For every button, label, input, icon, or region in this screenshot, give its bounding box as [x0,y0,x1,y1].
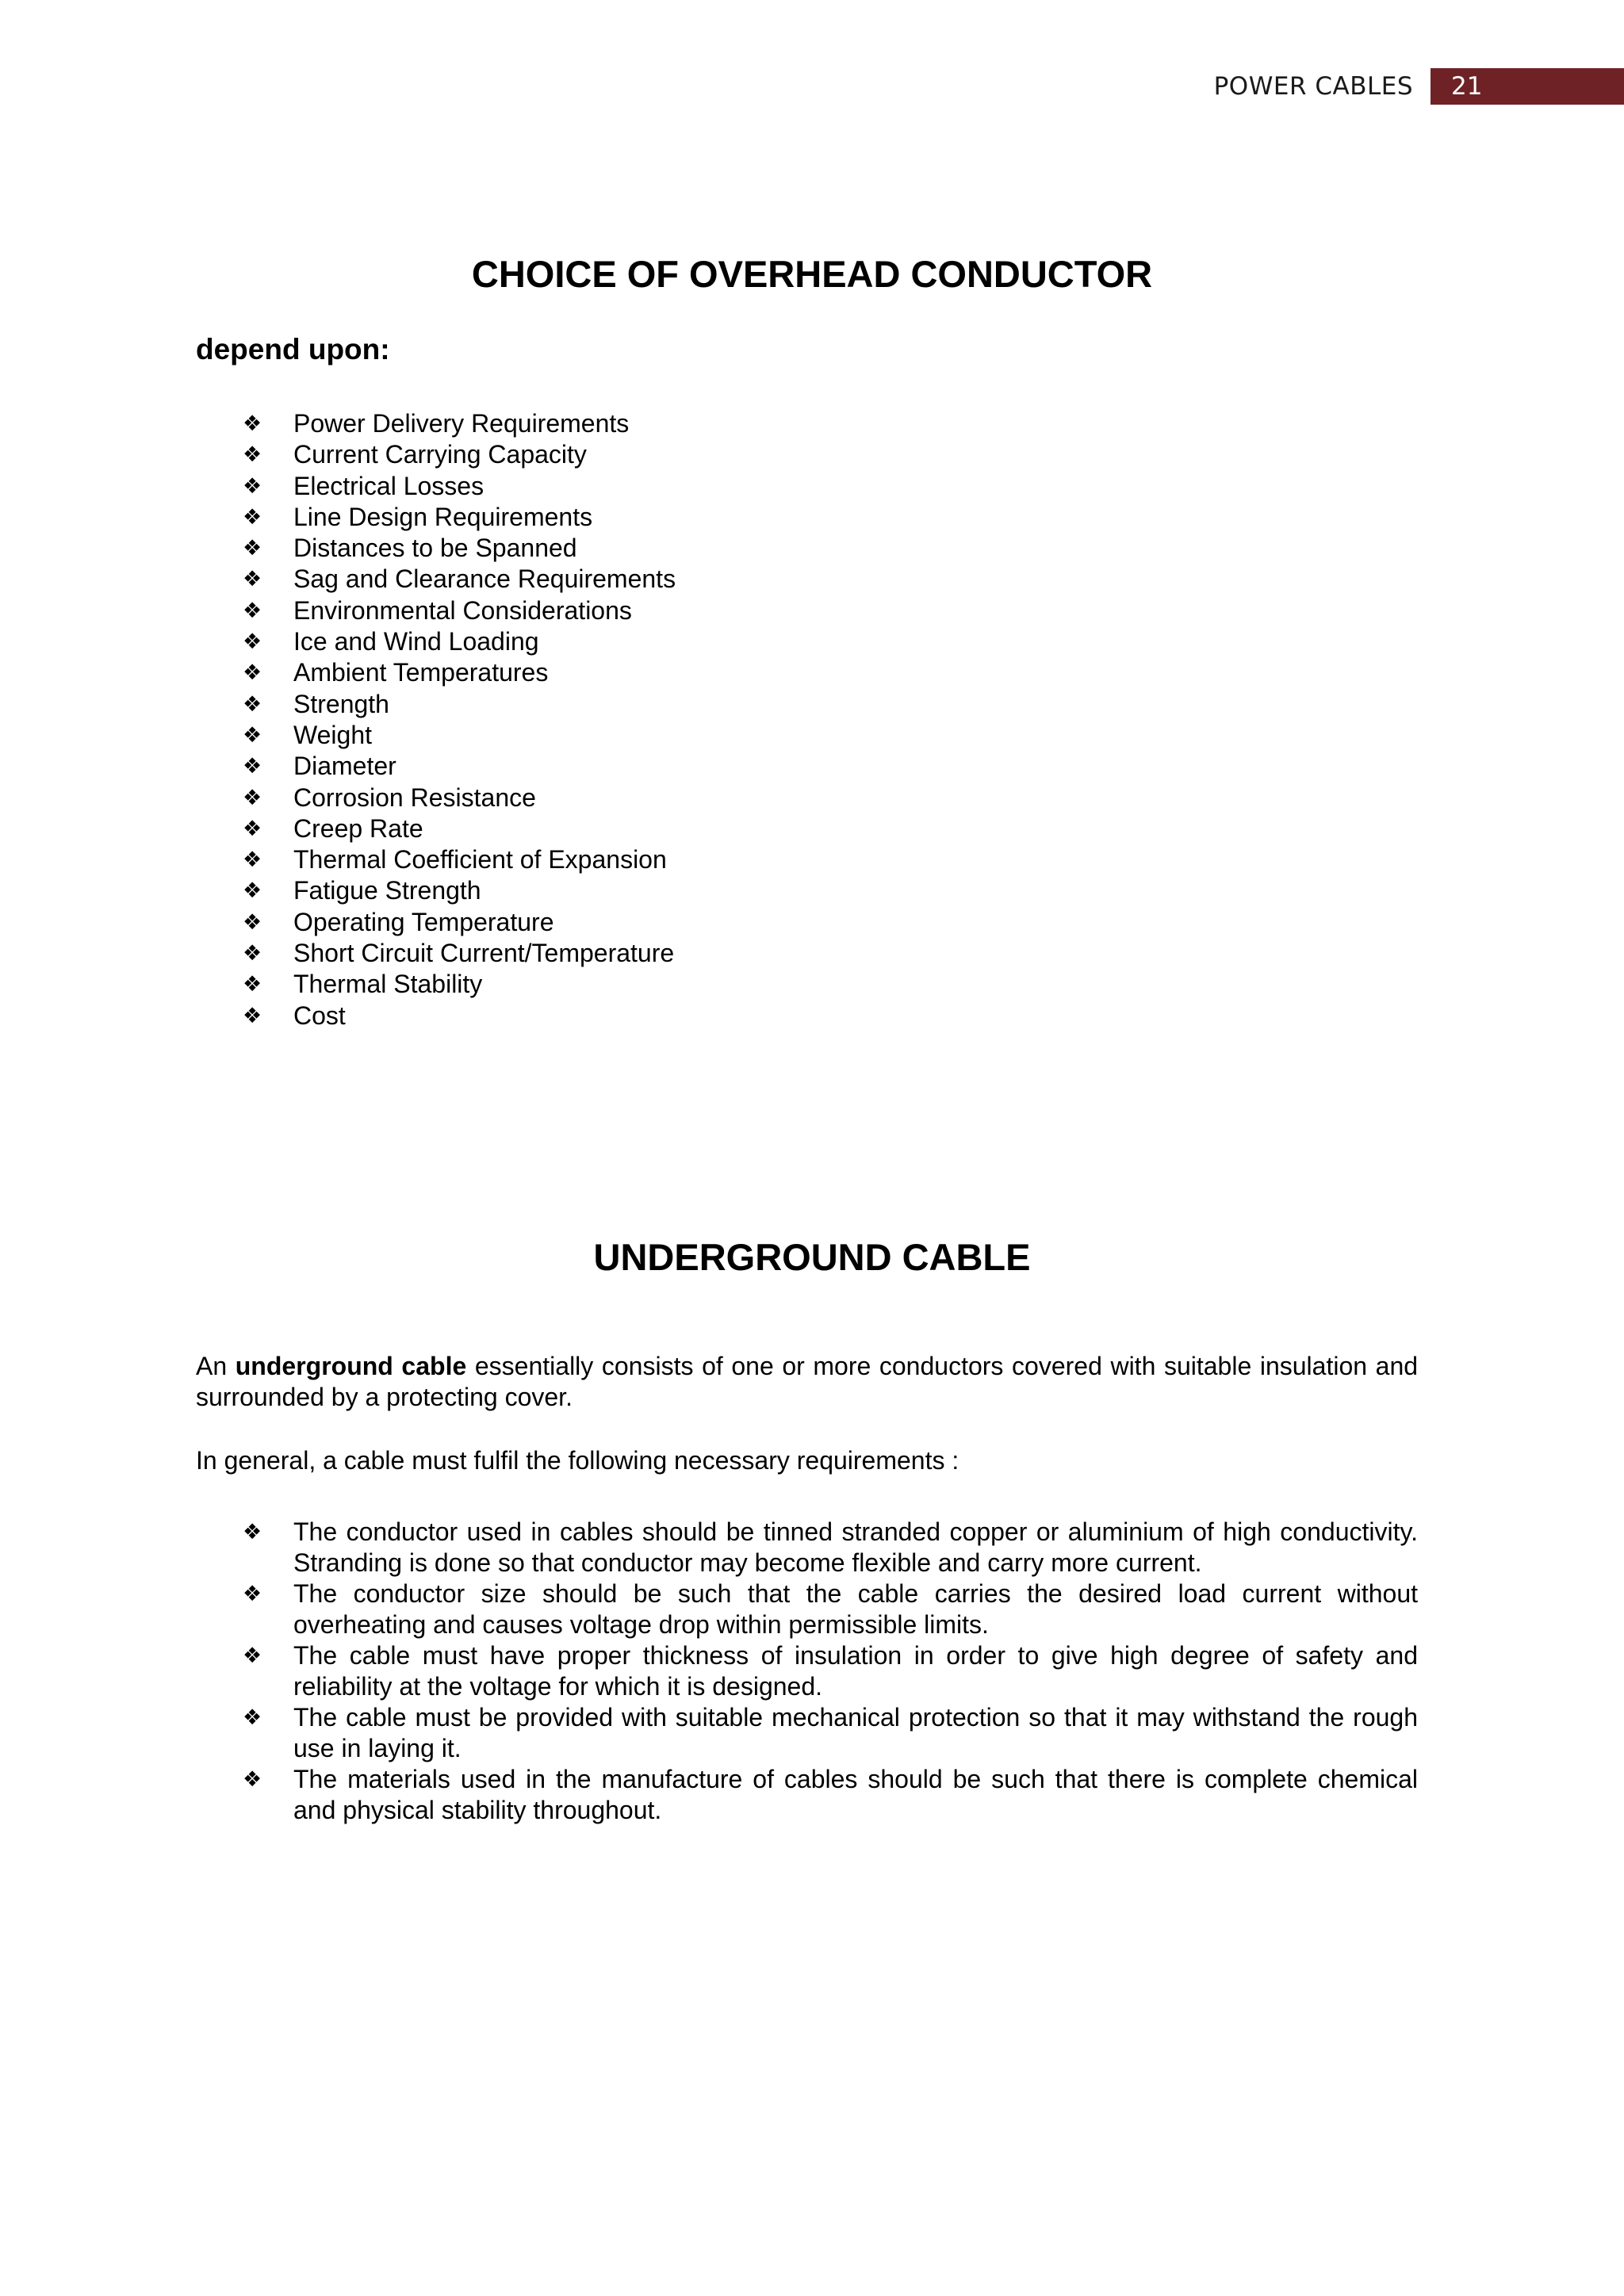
factor-label: Current Carrying Capacity [293,440,587,469]
factor-label: Short Circuit Current/Temperature [293,939,675,968]
factor-label: Electrical Losses [293,471,485,500]
factor-label: Distances to be Spanned [293,534,577,563]
diamond-bullet-icon: ❖ [243,442,262,468]
list-item [243,720,676,751]
list-item [243,844,676,875]
diamond-bullet-icon: ❖ [243,1705,262,1730]
factor-label: Fatigue Strength [293,876,481,905]
page-header [1214,68,1624,105]
intro-prefix: An [196,1352,228,1380]
list-item [243,439,676,470]
requirement-text: The cable must have proper thickness of insulation in order to give high degree of safety and reliability at the voltage for which it is designed. [293,1641,1418,1701]
list-item [243,1702,1418,1764]
section-label: POWER CABLES [1213,72,1413,101]
diamond-bullet-icon: ❖ [243,1582,262,1606]
list-item [243,969,676,1000]
list-item [243,502,676,533]
underground-cable-title: UNDERGROUND CABLE [593,1236,1031,1278]
list-item [243,689,676,720]
list-item [243,595,676,626]
factor-label: Thermal Coefficient of Expansion [293,845,667,874]
list-item [243,875,676,906]
diamond-bullet-icon: ❖ [243,411,262,436]
requirement-text: The materials used in the manufacture of cables should be such that there is complete chemical and physical stability throughout. [293,1765,1418,1824]
list-item [243,907,676,938]
factor-label: Corrosion Resistance [293,783,536,812]
diamond-bullet-icon: ❖ [243,1003,262,1028]
diamond-bullet-icon: ❖ [243,567,262,592]
list-item [243,751,676,782]
underground-cable-definition [196,1351,1418,1413]
page-number: 21 [1431,68,1624,105]
diamond-bullet-icon: ❖ [243,473,262,499]
list-item [243,783,676,813]
list-item [243,1764,1418,1826]
depend-upon-heading: depend upon: [196,333,390,365]
diamond-bullet-icon: ❖ [243,878,262,904]
list-item [243,471,676,502]
diamond-bullet-icon: ❖ [243,629,262,655]
factor-label: Ambient Temperatures [293,658,549,687]
list-item [243,408,676,439]
diamond-bullet-icon: ❖ [243,816,262,841]
factor-label: Creep Rate [293,813,423,843]
list-item [243,1578,1418,1640]
overhead-factor-list [243,408,676,1031]
list-item [243,1001,676,1031]
requirement-text: The conductor used in cables should be tinned stranded copper or aluminium of high conductivity. Stranding is done so that conductor may become flexible and carry more current. [293,1517,1418,1577]
list-item [243,938,676,969]
list-item [243,564,676,595]
underground-cable-term: underground cable [235,1352,467,1380]
factor-label: Line Design Requirements [293,502,593,531]
factor-label: Thermal Stability [293,970,483,999]
list-item [243,657,676,688]
diamond-bullet-icon: ❖ [243,754,262,779]
diamond-bullet-icon: ❖ [243,1520,262,1544]
diamond-bullet-icon: ❖ [243,848,262,873]
diamond-bullet-icon: ❖ [243,536,262,561]
diamond-bullet-icon: ❖ [243,1767,262,1792]
cable-requirement-list [243,1517,1418,1826]
diamond-bullet-icon: ❖ [243,972,262,997]
diamond-bullet-icon: ❖ [243,1644,262,1668]
diamond-bullet-icon: ❖ [243,504,262,530]
diamond-bullet-icon: ❖ [243,722,262,748]
diamond-bullet-icon: ❖ [243,691,262,717]
factor-label: Diameter [293,752,396,781]
factor-label: Power Delivery Requirements [293,409,630,438]
factor-label: Environmental Considerations [293,595,632,625]
requirement-text: The conductor size should be such that the cable carries the desired load current without overheating and causes voltage drop within permissible limits. [293,1579,1418,1639]
factor-label: Ice and Wind Loading [293,627,539,656]
diamond-bullet-icon: ❖ [243,941,262,966]
diamond-bullet-icon: ❖ [243,785,262,810]
factor-label: Strength [293,689,389,718]
list-item [243,533,676,564]
factor-label: Sag and Clearance Requirements [293,564,676,594]
general-requirements-statement: In general, a cable must fulfil the following necessary requirements : [196,1446,959,1475]
diamond-bullet-icon: ❖ [243,598,262,623]
list-item [243,813,676,844]
list-item [243,626,676,657]
overhead-conductor-title: CHOICE OF OVERHEAD CONDUCTOR [471,253,1153,295]
factor-label: Cost [293,1001,346,1030]
diamond-bullet-icon: ❖ [243,660,262,686]
intro-rest: essentially consists of one or more conductors covered with suitable insulation and surrounded by a protecting cover. [196,1352,1419,1411]
diamond-bullet-icon: ❖ [243,909,262,935]
factor-label: Weight [293,720,373,749]
requirement-text: The cable must be provided with suitable mechanical protection so that it may withstand the rough use in laying it. [293,1703,1418,1762]
list-item [243,1517,1418,1578]
factor-label: Operating Temperature [293,907,554,936]
list-item [243,1640,1418,1702]
